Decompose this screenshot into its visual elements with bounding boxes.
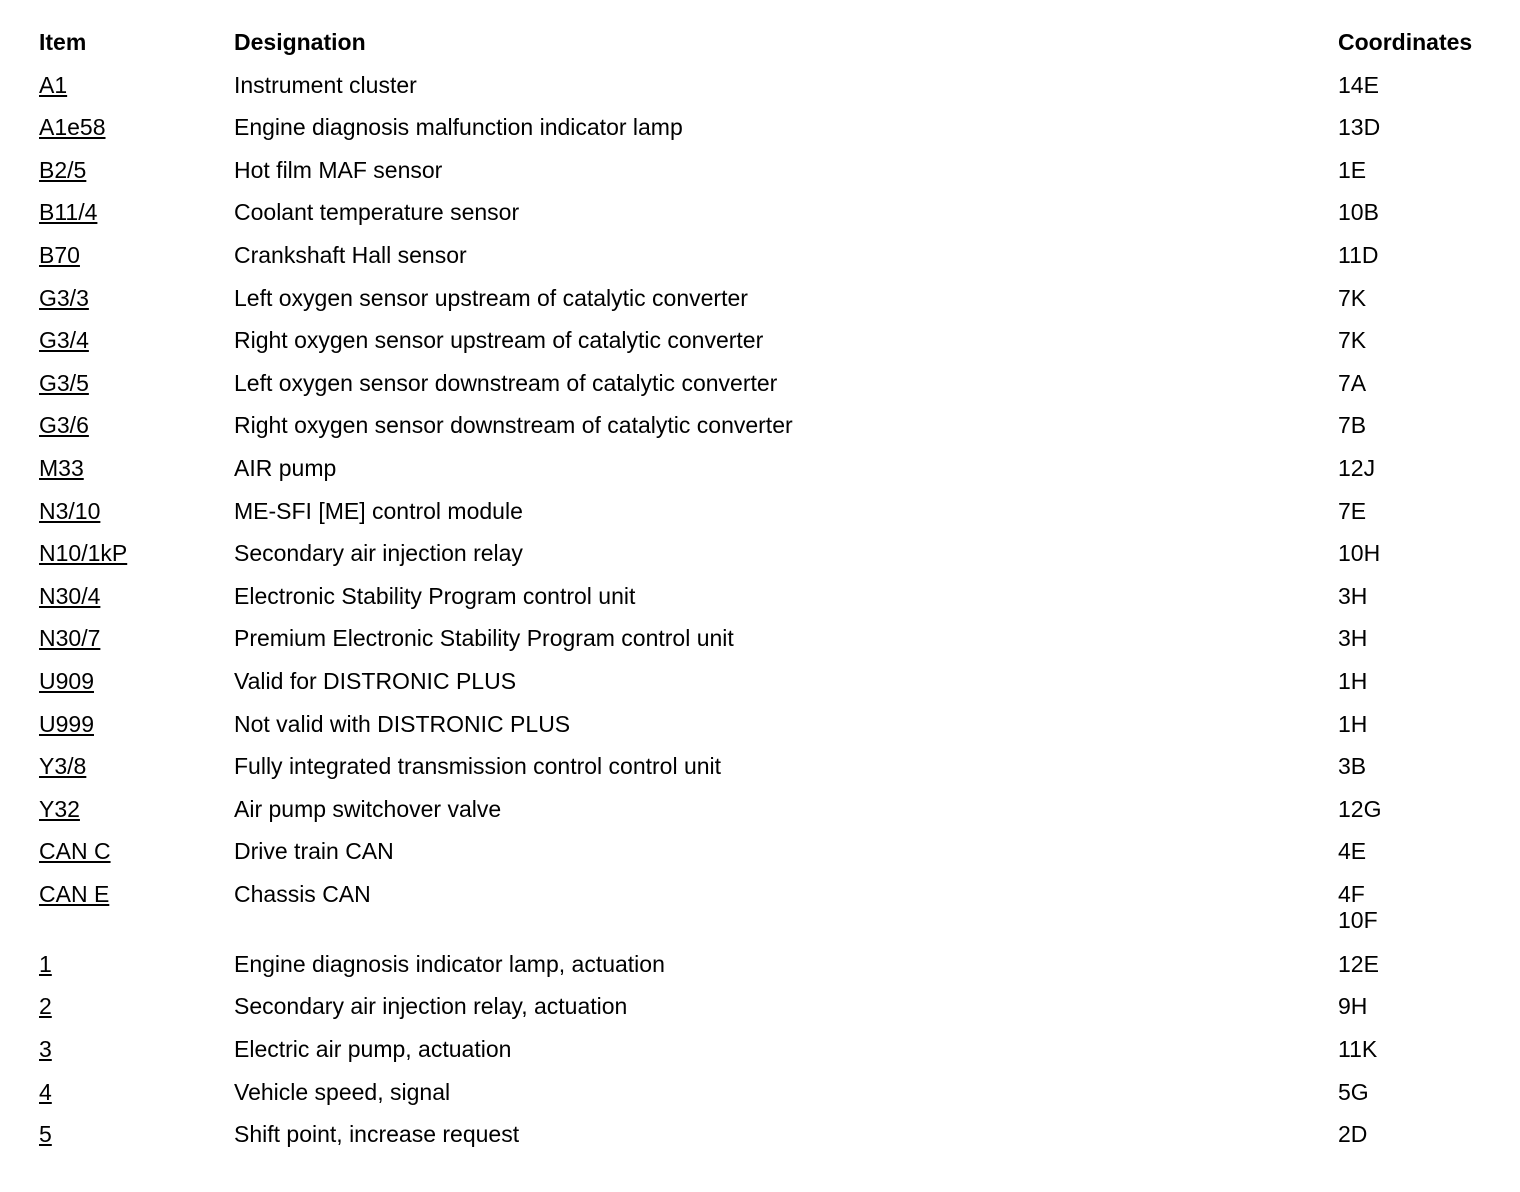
coordinate-value: 7B (1338, 412, 1367, 439)
table-row (39, 327, 1499, 370)
item-cell (39, 157, 234, 183)
coordinates-cell (1338, 72, 1499, 98)
component-legend-table (39, 29, 1499, 1164)
table-row (39, 114, 1499, 157)
item-cell (39, 72, 234, 98)
table-row (39, 583, 1499, 626)
coordinates-cell (1338, 114, 1499, 140)
item-link[interactable]: U999 (39, 710, 94, 737)
item-link[interactable]: G3/4 (39, 327, 89, 354)
designation-cell: Air pump switchover valve (234, 795, 502, 822)
designation-cell: Shift point, increase request (234, 1121, 520, 1148)
coordinates-cell (1338, 242, 1499, 268)
coordinate-value: 7K (1338, 327, 1367, 354)
coordinate-value: 1H (1338, 667, 1368, 694)
item-cell (39, 625, 234, 651)
item-cell (39, 668, 234, 694)
coordinates-cell (1338, 327, 1499, 353)
item-cell (39, 1121, 234, 1147)
coordinates-cell (1338, 796, 1499, 822)
designation-cell: Secondary air injection relay, actuation (234, 993, 628, 1020)
coordinate-value: 7K (1338, 284, 1367, 311)
table-row (39, 242, 1499, 285)
item-link[interactable]: B11/4 (39, 199, 98, 226)
designation-cell: Chassis CAN (234, 880, 371, 907)
item-link[interactable]: N30/4 (39, 582, 101, 609)
coordinate-value: 9H (1338, 993, 1368, 1020)
table-row (39, 668, 1499, 711)
item-link[interactable]: G3/3 (39, 284, 89, 311)
table-body (39, 72, 1499, 1164)
item-link[interactable]: N10/1kP (39, 540, 128, 567)
table-row (39, 540, 1499, 583)
coordinate-value: 12J (1338, 454, 1376, 481)
item-link[interactable]: CAN E (39, 880, 110, 907)
coordinates-cell (1338, 455, 1499, 481)
item-cell (39, 753, 234, 779)
item-cell (39, 1079, 234, 1105)
item-link[interactable]: G3/6 (39, 412, 89, 439)
item-cell (39, 242, 234, 268)
designation-cell: Electronic Stability Program control unit (234, 582, 636, 609)
coordinates-cell (1338, 668, 1499, 694)
coordinates-cell (1338, 540, 1499, 566)
table-row (39, 951, 1499, 994)
designation-cell: Instrument cluster (234, 71, 417, 98)
designation-cell: Engine diagnosis malfunction indicator lamp (234, 114, 683, 141)
item-link[interactable]: A1 (39, 71, 68, 98)
coordinate-value: 1H (1338, 710, 1368, 737)
item-link[interactable]: 4 (39, 1078, 52, 1105)
designation-cell: Vehicle speed, signal (234, 1078, 451, 1105)
coordinate-value: 11D (1338, 241, 1379, 268)
coordinates-cell (1338, 1121, 1499, 1147)
coordinates-cell (1338, 498, 1499, 524)
designation-cell: AIR pump (234, 454, 337, 481)
coordinates-cell (1338, 285, 1499, 311)
coordinate-value: 10H (1338, 540, 1381, 567)
table-row (39, 498, 1499, 541)
table-row (39, 711, 1499, 754)
coordinate-value: 10B (1338, 199, 1379, 226)
item-link[interactable]: A1e58 (39, 114, 106, 141)
designation-cell: ME-SFI [ME] control module (234, 497, 523, 524)
item-cell (39, 951, 234, 977)
item-link[interactable]: N3/10 (39, 497, 101, 524)
coordinates-cell (1338, 951, 1499, 977)
item-cell (39, 285, 234, 311)
item-link[interactable]: 1 (39, 950, 52, 977)
coordinates-cell (1338, 412, 1499, 438)
designation-cell: Right oxygen sensor downstream of catalytic converter (234, 412, 793, 439)
item-link[interactable]: M33 (39, 454, 84, 481)
designation-cell: Crankshaft Hall sensor (234, 241, 467, 268)
table-row (39, 1079, 1499, 1122)
coordinate-value: 14E (1338, 71, 1379, 98)
item-cell (39, 114, 234, 140)
item-cell (39, 370, 234, 396)
coordinate-value: 12G (1338, 795, 1382, 822)
designation-cell: Secondary air injection relay (234, 540, 523, 567)
designation-cell: Not valid with DISTRONIC PLUS (234, 710, 571, 737)
table-row (39, 370, 1499, 413)
designation-cell: Hot film MAF sensor (234, 156, 443, 183)
designation-cell: Valid for DISTRONIC PLUS (234, 667, 517, 694)
coordinate-value: 3H (1338, 625, 1368, 652)
designation-cell: Fully integrated transmission control control unit (234, 753, 722, 780)
coordinate-value: 4E (1338, 838, 1367, 865)
table-row (39, 199, 1499, 242)
item-cell (39, 881, 234, 907)
item-link[interactable]: 5 (39, 1121, 52, 1148)
table-header-row (39, 29, 1499, 72)
coordinates-cell (1338, 993, 1499, 1019)
item-cell (39, 711, 234, 737)
coordinates-cell (1338, 1036, 1499, 1062)
item-link[interactable]: B2/5 (39, 156, 87, 183)
coordinate-value: 13D (1338, 114, 1381, 141)
coordinate-value: 2D (1338, 1121, 1368, 1148)
item-cell (39, 412, 234, 438)
table-row (39, 838, 1499, 881)
item-link[interactable]: 3 (39, 1036, 52, 1063)
table-row (39, 285, 1499, 328)
item-cell (39, 796, 234, 822)
coordinates-cell (1338, 157, 1499, 183)
coordinates-cell (1338, 753, 1499, 779)
column-header-coordinates: Coordinates (1338, 29, 1473, 55)
item-link[interactable]: 2 (39, 993, 52, 1020)
table-row (39, 72, 1499, 115)
coordinates-cell (1338, 370, 1499, 396)
table-row (39, 412, 1499, 455)
table-row (39, 881, 1499, 951)
coordinates-cell (1338, 199, 1499, 225)
table-row (39, 1036, 1499, 1079)
item-link[interactable]: CAN C (39, 838, 111, 865)
item-cell (39, 455, 234, 481)
coordinates-cell (1338, 583, 1499, 609)
designation-cell: Left oxygen sensor downstream of catalytic converter (234, 369, 778, 396)
table-row (39, 625, 1499, 668)
item-cell (39, 993, 234, 1019)
designation-cell: Drive train CAN (234, 838, 394, 865)
coordinate-value: 7A (1338, 369, 1367, 396)
table-row (39, 1121, 1499, 1164)
item-cell (39, 498, 234, 524)
designation-cell: Engine diagnosis indicator lamp, actuation (234, 950, 665, 977)
column-header-designation: Designation (234, 29, 366, 55)
designation-cell: Premium Electronic Stability Program control unit (234, 625, 734, 652)
coordinate-value: 5G (1338, 1078, 1369, 1105)
coordinates-cell (1338, 625, 1499, 651)
coordinate-value: 1E (1338, 156, 1367, 183)
coordinates-cell (1338, 1079, 1499, 1105)
item-link[interactable]: Y3/8 (39, 753, 87, 780)
column-header-item: Item (39, 29, 87, 55)
item-cell (39, 327, 234, 353)
table-row (39, 796, 1499, 839)
designation-cell: Coolant temperature sensor (234, 199, 520, 226)
item-cell (39, 199, 234, 225)
coordinate-value: 3B (1338, 753, 1367, 780)
designation-cell: Electric air pump, actuation (234, 1036, 512, 1063)
item-link[interactable]: G3/5 (39, 369, 89, 396)
coordinates-cell (1338, 838, 1499, 864)
item-link[interactable]: Y32 (39, 795, 80, 822)
designation-cell: Left oxygen sensor upstream of catalytic converter (234, 284, 748, 311)
table-row (39, 753, 1499, 796)
item-link[interactable]: B70 (39, 241, 80, 268)
table-row (39, 993, 1499, 1036)
designation-cell: Right oxygen sensor upstream of catalytic converter (234, 327, 764, 354)
coordinate-value: 3H (1338, 582, 1368, 609)
item-cell (39, 583, 234, 609)
coordinates-cell (1338, 711, 1499, 737)
item-cell (39, 838, 234, 864)
item-link[interactable]: N30/7 (39, 625, 101, 652)
item-link[interactable]: U909 (39, 667, 94, 694)
table-row (39, 455, 1499, 498)
coordinate-value: 12E (1338, 950, 1379, 977)
coordinate-value: 10F (1338, 906, 1378, 933)
table-row (39, 157, 1499, 200)
item-cell (39, 1036, 234, 1062)
item-cell (39, 540, 234, 566)
coordinate-value: 11K (1338, 1036, 1378, 1063)
coordinates-cell (1338, 881, 1499, 933)
coordinate-value: 7E (1338, 497, 1367, 524)
coordinate-value: 4F (1338, 880, 1365, 907)
